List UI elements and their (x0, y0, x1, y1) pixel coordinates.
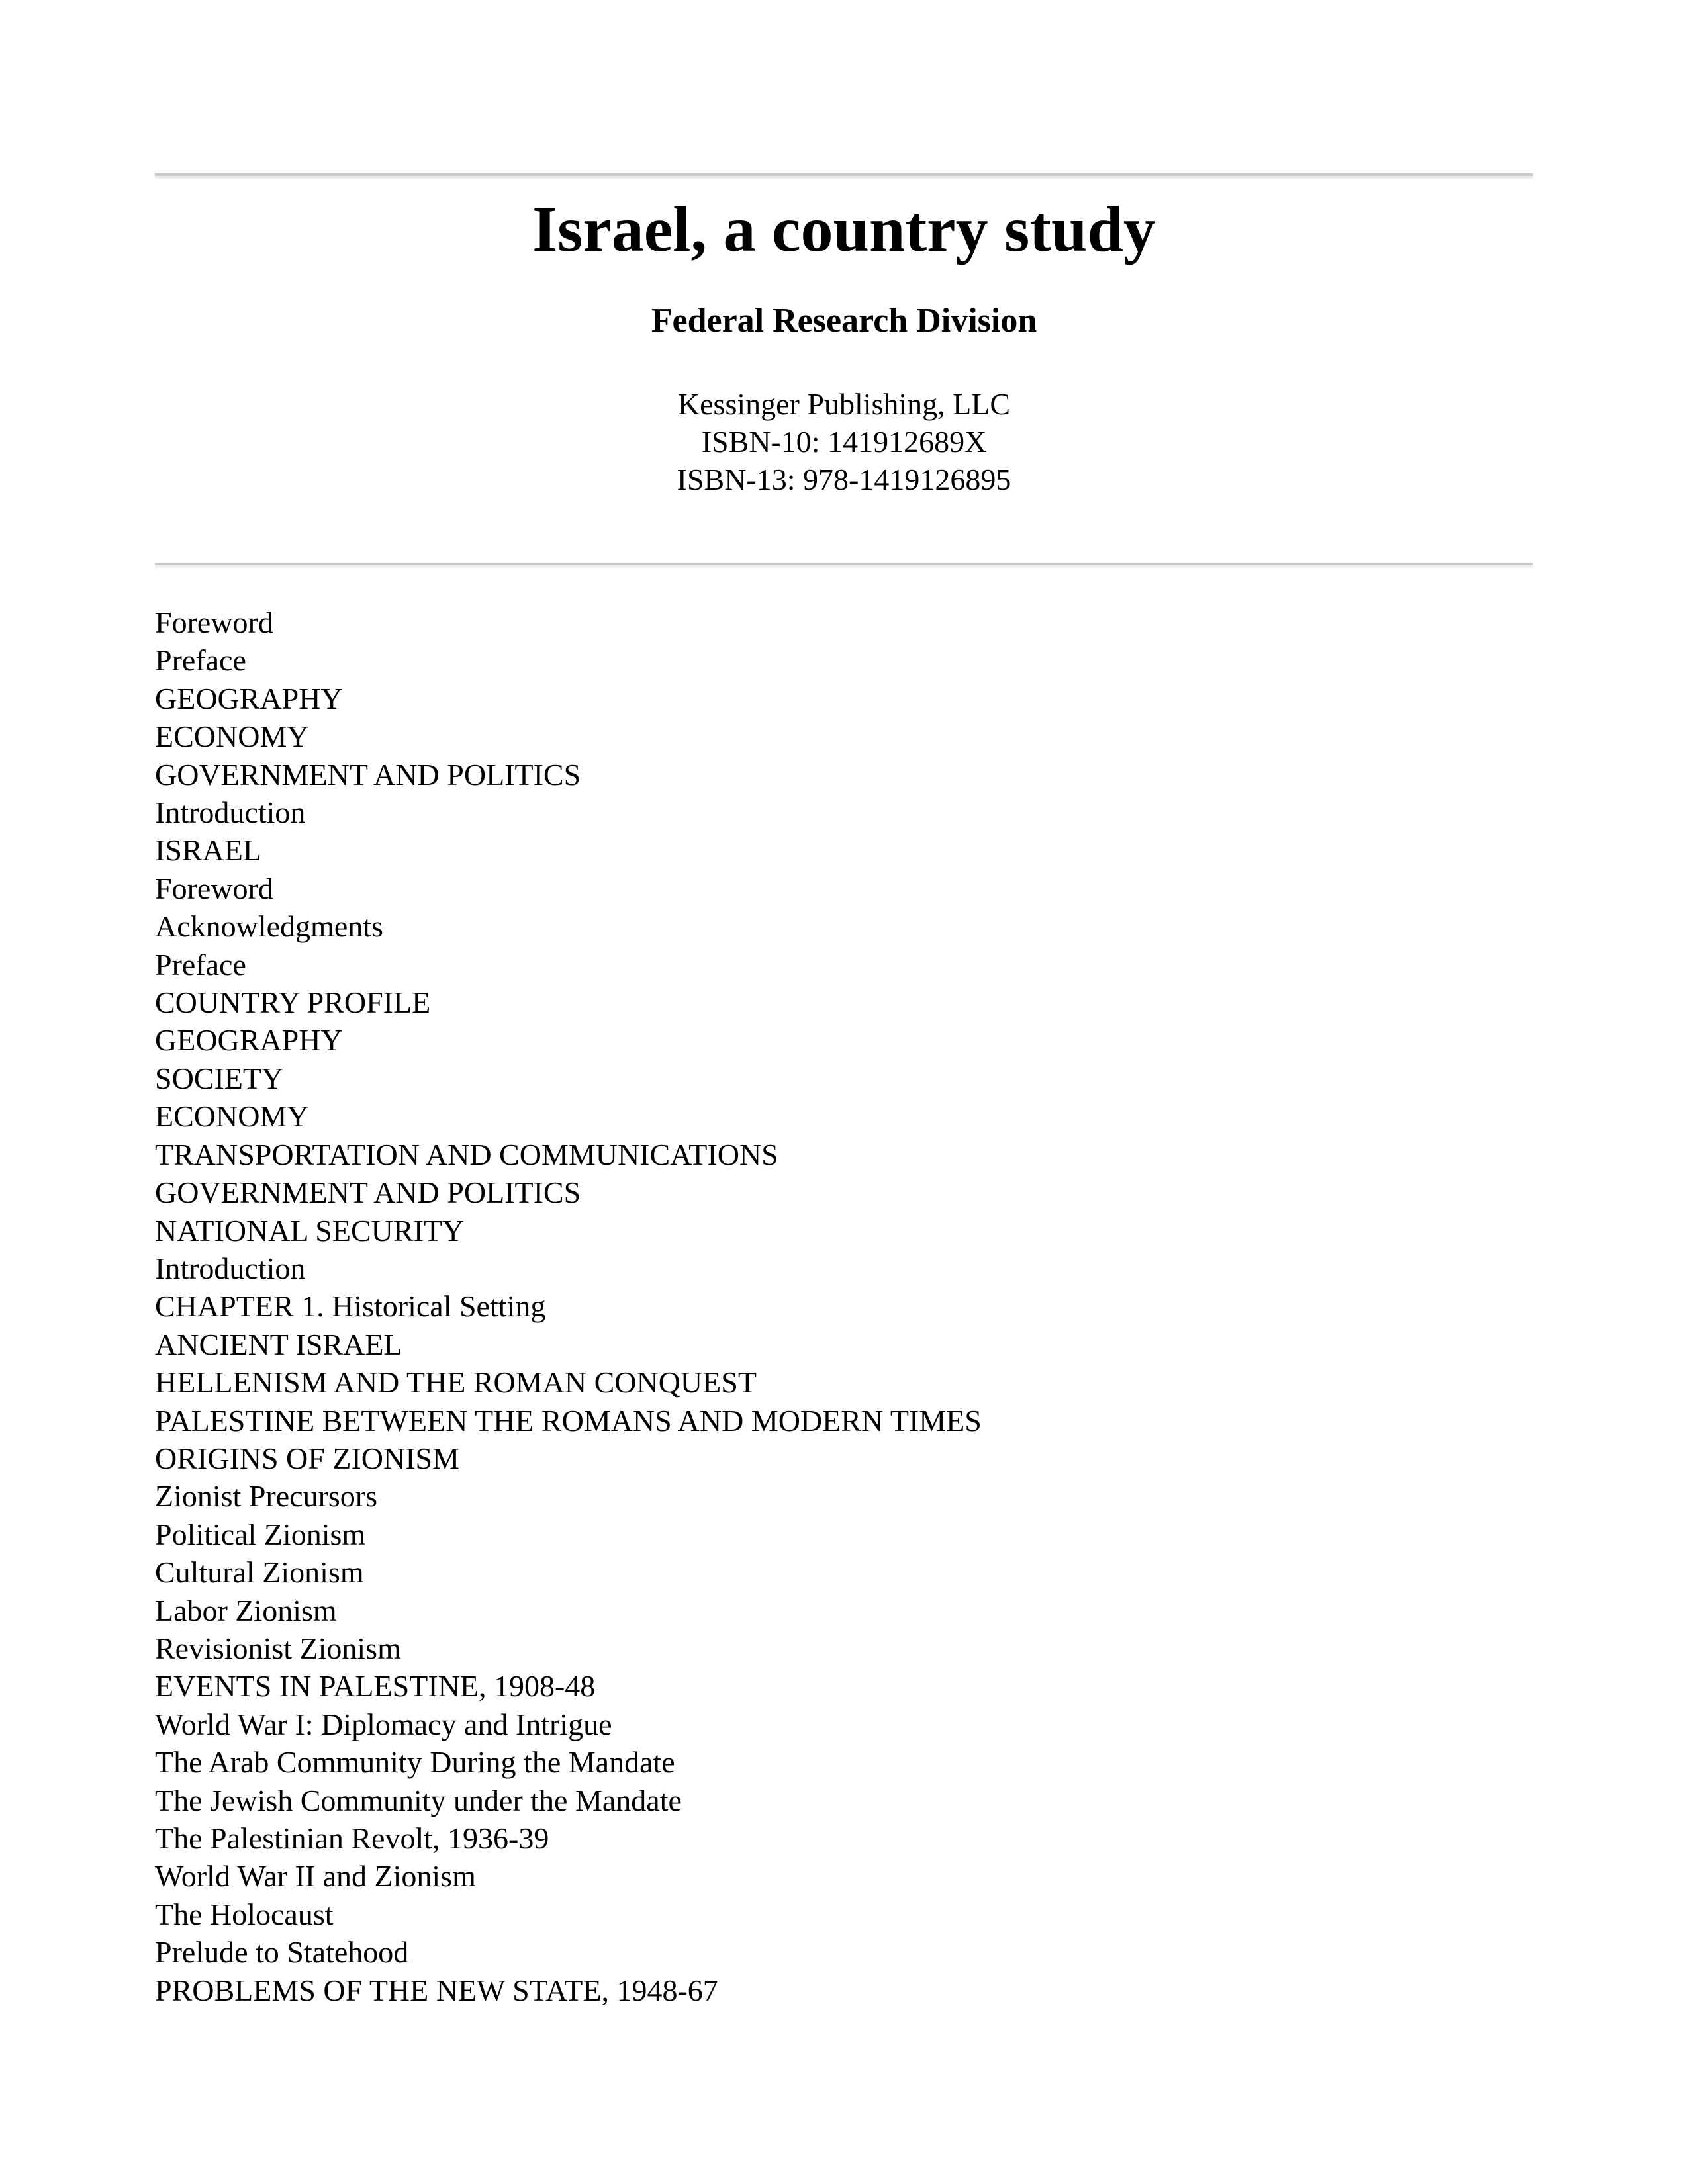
toc-item[interactable]: COUNTRY PROFILE (155, 985, 431, 1020)
toc-item[interactable]: NATIONAL SECURITY (155, 1213, 465, 1248)
toc-item[interactable]: World War II and Zionism (155, 1859, 476, 1893)
toc-item[interactable]: Zionist Precursors (155, 1479, 378, 1514)
top-horizontal-rule (155, 173, 1533, 179)
toc-item[interactable]: SOCIETY (155, 1061, 284, 1095)
toc-item[interactable]: TRANSPORTATION AND COMMUNICATIONS (155, 1137, 778, 1171)
table-of-contents (155, 604, 982, 2009)
toc-item[interactable]: PALESTINE BETWEEN THE ROMANS AND MODERN TIMES (155, 1403, 982, 1437)
toc-item[interactable]: ECONOMY (155, 1099, 309, 1134)
toc-item[interactable]: World War I: Diplomacy and Intrigue (155, 1707, 612, 1741)
book-author: Federal Research Division (651, 302, 1037, 340)
toc-item[interactable]: Revisionist Zionism (155, 1631, 401, 1665)
toc-item[interactable]: ISRAEL (155, 833, 261, 868)
toc-item[interactable]: GEOGRAPHY (155, 681, 343, 715)
toc-item[interactable]: The Palestinian Revolt, 1936-39 (155, 1821, 549, 1855)
toc-item[interactable]: HELLENISM AND THE ROMAN CONQUEST (155, 1365, 757, 1400)
toc-item[interactable]: Labor Zionism (155, 1593, 337, 1627)
toc-item[interactable]: Prelude to Statehood (155, 1935, 409, 1970)
toc-item[interactable]: Foreword (155, 606, 273, 639)
toc-item[interactable]: Acknowledgments (155, 909, 383, 944)
toc-item[interactable]: The Arab Community During the Mandate (155, 1745, 675, 1780)
toc-item[interactable]: GEOGRAPHY (155, 1023, 343, 1058)
toc-item[interactable]: GOVERNMENT AND POLITICS (155, 757, 581, 792)
isbn-10: ISBN-10: 141912689X (701, 425, 987, 459)
toc-item[interactable]: Introduction (155, 1251, 306, 1285)
isbn-13: ISBN-13: 978-1419126895 (677, 463, 1011, 496)
publisher: Kessinger Publishing, LLC (677, 387, 1011, 421)
bottom-horizontal-rule (155, 563, 1533, 568)
publication-info (155, 385, 1533, 498)
toc-item[interactable]: Political Zionism (155, 1517, 366, 1551)
toc-item[interactable]: Preface (155, 643, 246, 678)
toc-item[interactable]: ANCIENT ISRAEL (155, 1327, 402, 1361)
book-title: Israel, a country study (532, 194, 1156, 265)
toc-item[interactable]: CHAPTER 1. Historical Setting (155, 1289, 546, 1324)
toc-item[interactable]: EVENTS IN PALESTINE, 1908-48 (155, 1669, 596, 1704)
toc-item[interactable]: GOVERNMENT AND POLITICS (155, 1175, 581, 1210)
toc-item[interactable]: ORIGINS OF ZIONISM (155, 1441, 460, 1475)
toc-item[interactable]: The Holocaust (155, 1897, 334, 1931)
toc-item[interactable]: ECONOMY (155, 719, 309, 754)
toc-item[interactable]: PROBLEMS OF THE NEW STATE, 1948-67 (155, 1973, 718, 2007)
toc-item[interactable]: Preface (155, 947, 246, 981)
toc-item[interactable]: Introduction (155, 796, 306, 830)
toc-item[interactable]: Foreword (155, 871, 273, 905)
toc-item[interactable]: The Jewish Community under the Mandate (155, 1783, 682, 1817)
toc-item[interactable]: Cultural Zionism (155, 1555, 364, 1590)
